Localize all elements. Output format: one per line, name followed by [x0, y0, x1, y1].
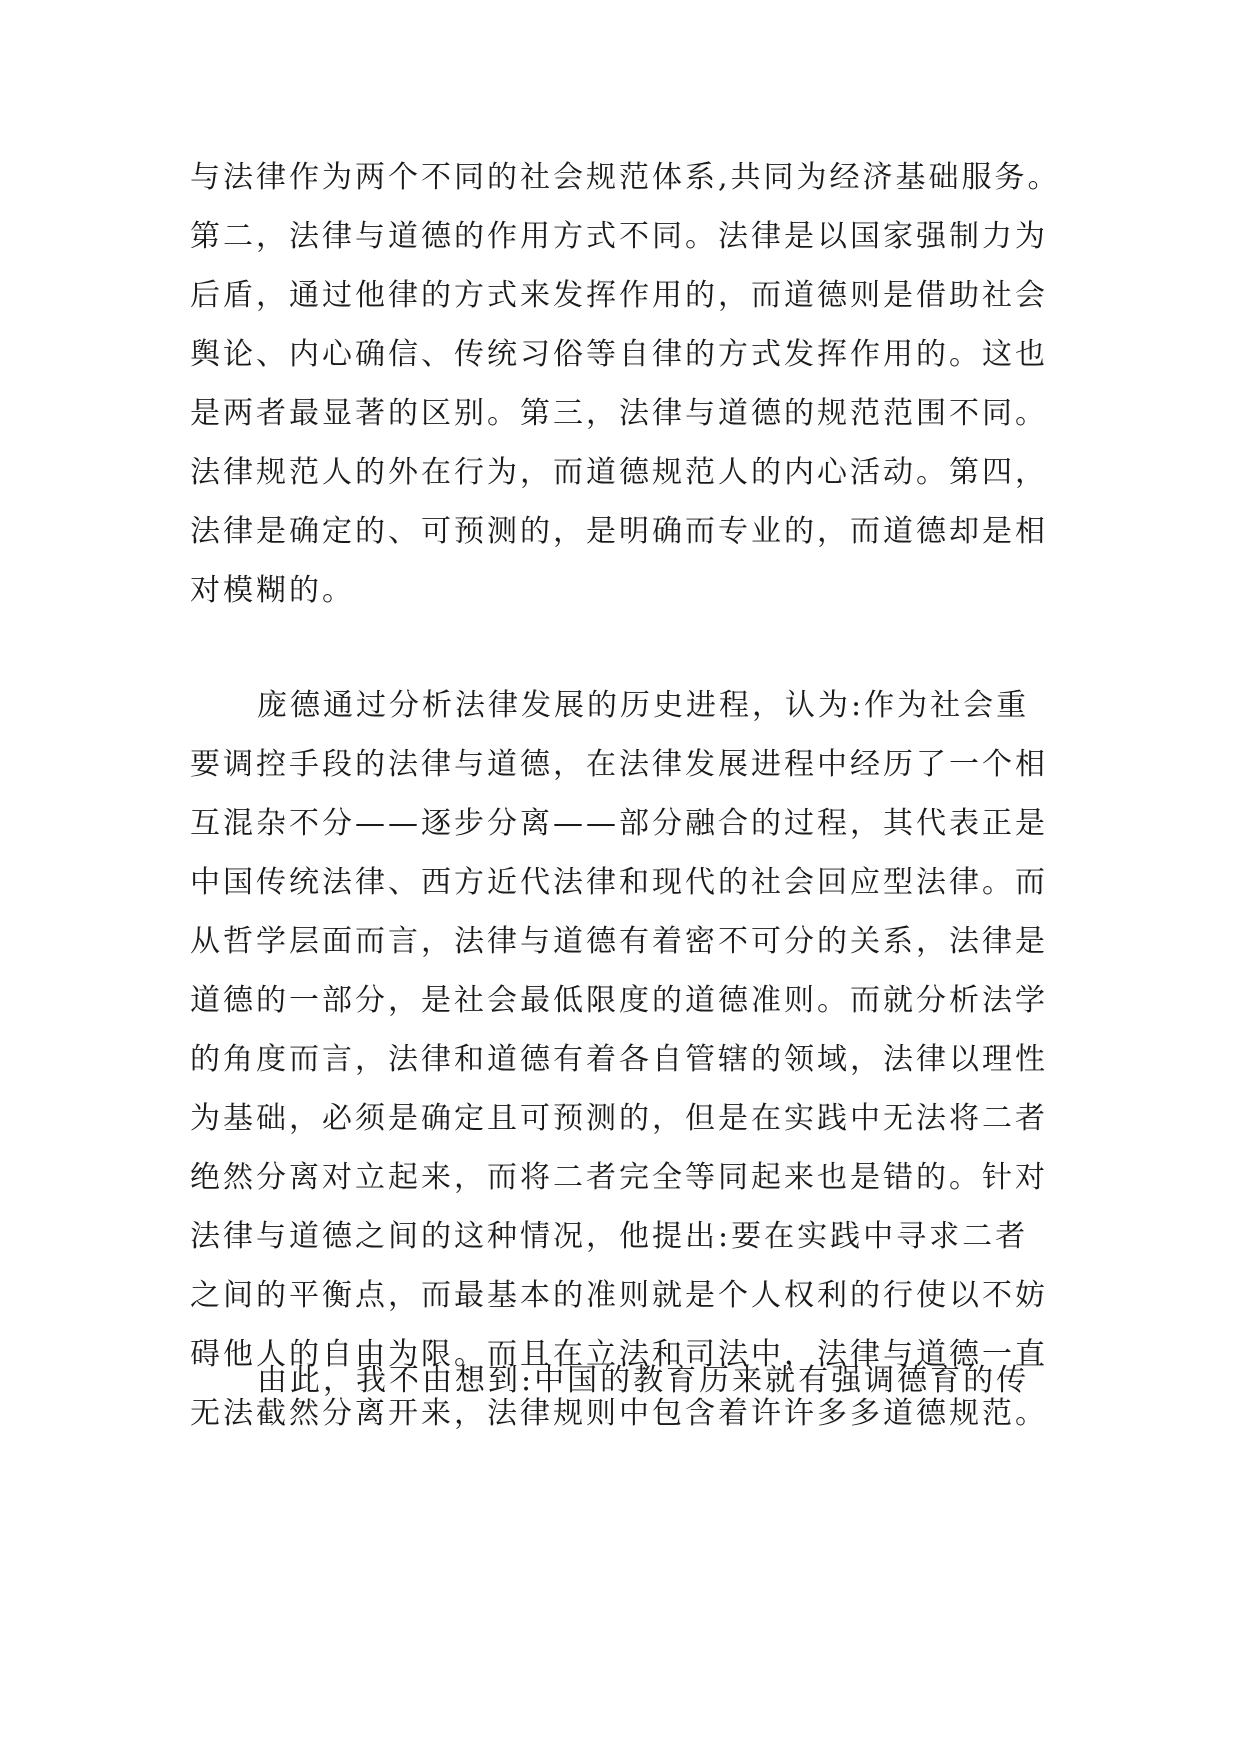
text-line: 碍他人的自由为限。而且在立法和司法中，法律与道德一直 — [190, 1337, 1048, 1372]
paragraph-2 — [190, 676, 1090, 1443]
text-line: 无法截然分离开来，法律规则中包含着许许多多道德规范。 — [190, 1396, 1048, 1431]
text-line: 后盾，通过他律的方式来发挥作用的，而道德则是借助社会 — [190, 278, 1048, 313]
text-line: 法律规范人的外在行为，而道德规范人的内心活动。第四， — [190, 455, 1048, 490]
paragraph-3 — [190, 1351, 1090, 1410]
text-line: 的角度而言，法律和道德有着各自管辖的领域，法律以理性 — [190, 1042, 1048, 1077]
text-line: 对模糊的。 — [190, 573, 355, 608]
text-line: 法律是确定的、可预测的，是明确而专业的，而道德却是相 — [190, 514, 1048, 549]
text-line: 是两者最显著的区别。第三，法律与道德的规范范围不同。 — [190, 396, 1048, 431]
text-line: 舆论、内心确信、传统习俗等自律的方式发挥作用的。这也 — [190, 337, 1048, 372]
text-line: 道德的一部分，是社会最低限度的道德准则。而就分析法学 — [190, 983, 1048, 1018]
text-line: 绝然分离对立起来，而将二者完全等同起来也是错的。针对 — [190, 1160, 1048, 1195]
text-line: 互混杂不分——逐步分离——部分融合的过程，其代表正是 — [190, 806, 1048, 841]
text-line: 为基础，必须是确定且可预测的，但是在实践中无法将二者 — [190, 1101, 1048, 1136]
text-line: 与法律作为两个不同的社会规范体系,共同为经济基础服务。 — [190, 160, 1061, 195]
text-line: 第二，法律与道德的作用方式不同。法律是以国家强制力为 — [190, 219, 1048, 254]
text-line: 中国传统法律、西方近代法律和现代的社会回应型法律。而 — [190, 865, 1048, 900]
text-line: 之间的平衡点，而最基本的准则就是个人权利的行使以不妨 — [190, 1278, 1048, 1313]
text-line: 从哲学层面而言，法律与道德有着密不可分的关系，法律是 — [190, 924, 1048, 959]
text-line: 庞德通过分析法律发展的历史进程，认为:作为社会重 — [257, 688, 1030, 723]
text-line: 由此，我不由想到:中国的教育历来就有强调德育的传 — [257, 1363, 1030, 1398]
text-line: 要调控手段的法律与道德，在法律发展进程中经历了一个相 — [190, 747, 1048, 782]
text-line: 法律与道德之间的这种情况，他提出:要在实践中寻求二者 — [190, 1219, 1029, 1254]
paragraph-1 — [190, 148, 1090, 620]
